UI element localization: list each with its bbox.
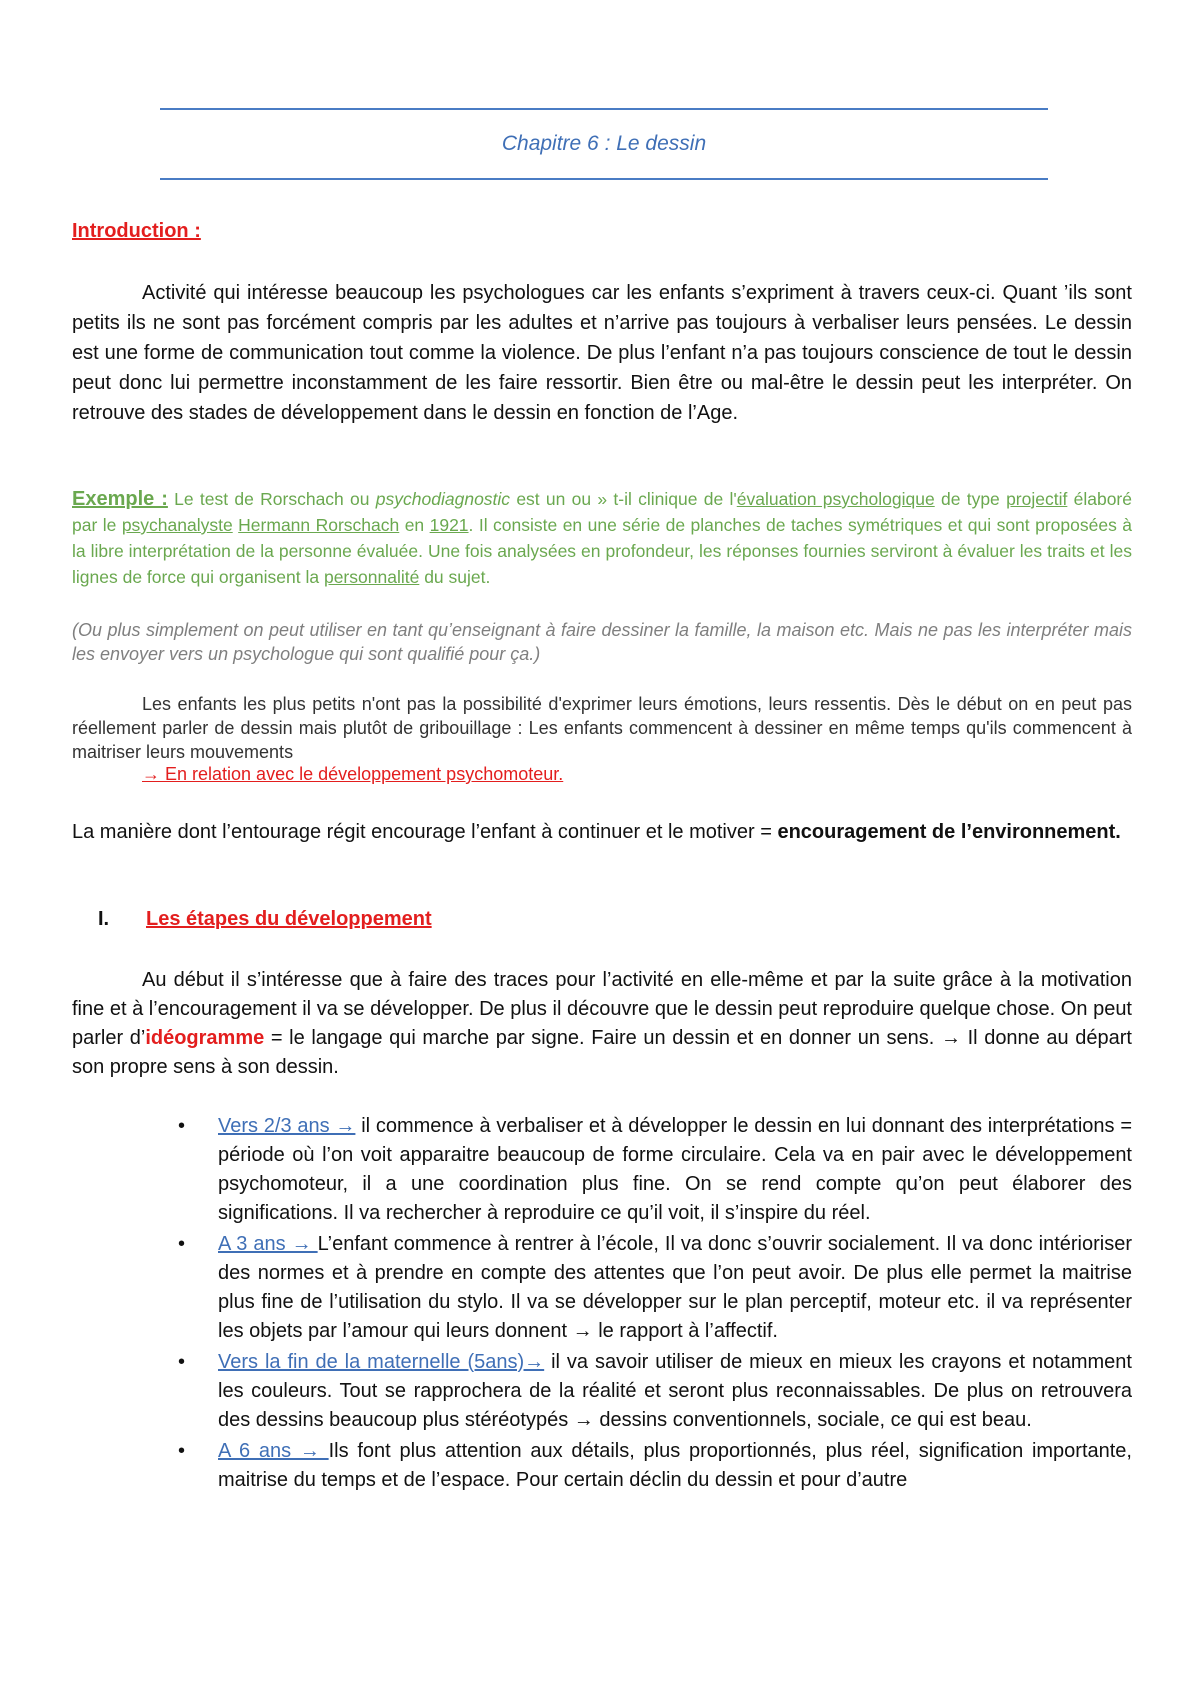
section-heading (98, 908, 432, 931)
ideogram-keyword: idéogramme (145, 1027, 265, 1049)
example-label: Exemple : (72, 488, 168, 510)
bullet-icon: • (178, 1351, 186, 1373)
list-item (178, 1230, 1132, 1346)
bullet-icon: • (178, 1233, 186, 1255)
environment-paragraph (72, 818, 1132, 847)
example-text: élaboré par le (72, 489, 1132, 535)
stage-label: A 6 ans → (218, 1440, 329, 1462)
example-text: est un ou » t-il clinique de l' (510, 489, 737, 509)
psychomotor-arrow-line: → En relation avec le développement psychomoteur. (142, 764, 564, 784)
title-top-rule (160, 108, 1048, 110)
example-link[interactable]: Hermann Rorschach (238, 515, 400, 535)
example-link[interactable]: évaluation psychologique (736, 489, 935, 509)
section-number: I. (98, 908, 110, 930)
example-link[interactable]: 1921 (429, 515, 469, 535)
list-item (178, 1112, 1132, 1228)
stages-list (178, 1112, 1132, 1497)
stage-label: Vers 2/3 ans → (218, 1115, 356, 1137)
list-item (178, 1348, 1132, 1435)
bullet-icon: • (178, 1115, 186, 1137)
teacher-note: (Ou plus simplement on peut utiliser en tant qu’enseignant à faire dessiner la famille, la maison etc. Mais ne pas les interpréter mais les envoyer vers un psychologue qui sont qualifié pour ça.) (72, 620, 1132, 664)
example-text-italic: psychodiagnostic (375, 489, 511, 509)
chapter-title: Chapitre 6 : Le dessin (501, 132, 707, 155)
stage-text: L’enfant commence à rentrer à l’école, Il va donc s’ouvrir socialement. Il va donc intérioriser des normes et à prendre en compte des attentes que l’on peut avoir. De plus elle permet la maitrise plus fine de l’utilisation du stylo. Il va se développer sur le plan perceptif, moteur etc. il va représenter les objets par l’amour qui leurs donnent → le rapport à l’affectif. (218, 1233, 1133, 1342)
scribble-paragraph-text: Les enfants les plus petits n'ont pas la possibilité d'exprimer leurs émotions, leurs ressentis. Dès le début on en peut pas réellement parler de dessin mais plutôt de gribouillage : Les enfants commencent à dessiner en même temps qu'ils commencent à maitriser leurs mouvements (72, 694, 1132, 762)
environment-text: La manière dont l’entourage régit encourage l’enfant à continuer et le motiver = (72, 821, 778, 843)
stage-text: Ils font plus attention aux détails, plus proportionnés, plus réel, signification importante, maitrise du temps et de l’espace. Pour certain déclin du dessin et pour d’autre (218, 1440, 1132, 1491)
example-link[interactable]: projectif (1006, 489, 1068, 509)
section-title: Les étapes du développement (146, 908, 432, 930)
development-text: Au début il s’intéresse que à faire des traces pour l’activité en elle-même et par la suite grâce à la motivation fine et à l’encouragement il va se développer. De plus il découvre que le dessin peut reproduire quelque chose. On peut parler d’ (72, 969, 1132, 1049)
introduction-heading: Introduction : (72, 220, 201, 242)
example-text: Le test de Rorschach ou (167, 489, 376, 509)
stage-text: il commence à verbaliser et à développer le dessin en lui donnant des interprétations = période où l’on voit apparaitre beaucoup de forme circulaire. Cela va en pair avec le développement psychomoteur, il a une coordination plus fine. On se rend compte qu’on peut élaborer des significations. Il va rechercher à reproduire ce qu’il voit, il s’inspire du réel. (218, 1115, 1133, 1224)
example-text: de type (934, 489, 1007, 509)
example-link[interactable]: psychanalyste (121, 515, 233, 535)
example-link[interactable]: personnalité (323, 567, 420, 587)
stage-label: A 3 ans → (218, 1233, 318, 1255)
intro-paragraph (72, 278, 1132, 428)
example-text: en (399, 515, 430, 535)
development-paragraph (72, 966, 1132, 1082)
intro-paragraph-text: Activité qui intéresse beaucoup les psychologues car les enfants s’expriment à travers ceux-ci. Quant ’ils sont petits ils ne sont pas forcément compris par les adultes et n’arrive pas toujours à verbaliser leurs pensées. Le dessin est une forme de communication tout comme la violence. De plus l’enfant n’a pas toujours conscience de tout le dessin peut donc lui permettre inconstamment de les faire ressortir. Bien être ou mal-être le dessin peut les interpréter. On retrouve des stades de développement dans le dessin en fonction de l’Age. (72, 282, 1132, 424)
environment-bold: encouragement de l’environnement. (777, 821, 1121, 843)
list-item (178, 1437, 1132, 1495)
example-text: du sujet. (419, 567, 491, 587)
example-paragraph (72, 486, 1132, 590)
bullet-icon: • (178, 1440, 186, 1462)
stage-label: Vers la fin de la maternelle (5ans)→ (218, 1351, 545, 1373)
development-text: = le langage qui marche par signe. Faire un dessin et en donner un sens. → Il donne au départ son propre sens à son dessin. (72, 1027, 1132, 1078)
title-bottom-rule (160, 178, 1048, 180)
example-text: . Il consiste en une série de planches de taches symétriques et qui sont proposées à la libre interprétation de la personne évaluée. Une fois analysées en profondeur, les réponses fournies serviront à évaluer les traits et les lignes de force qui organisent la (72, 515, 1132, 587)
stage-text: il va savoir utiliser de mieux en mieux les crayons et notamment les couleurs. Tout se rapprochera de la réalité et seront plus reconnaissables. De plus on retrouvera des dessins beaucoup plus stéréotypés → dessins conventionnels, sociale, ce qui est beau. (218, 1351, 1132, 1431)
scribble-paragraph (72, 692, 1132, 764)
